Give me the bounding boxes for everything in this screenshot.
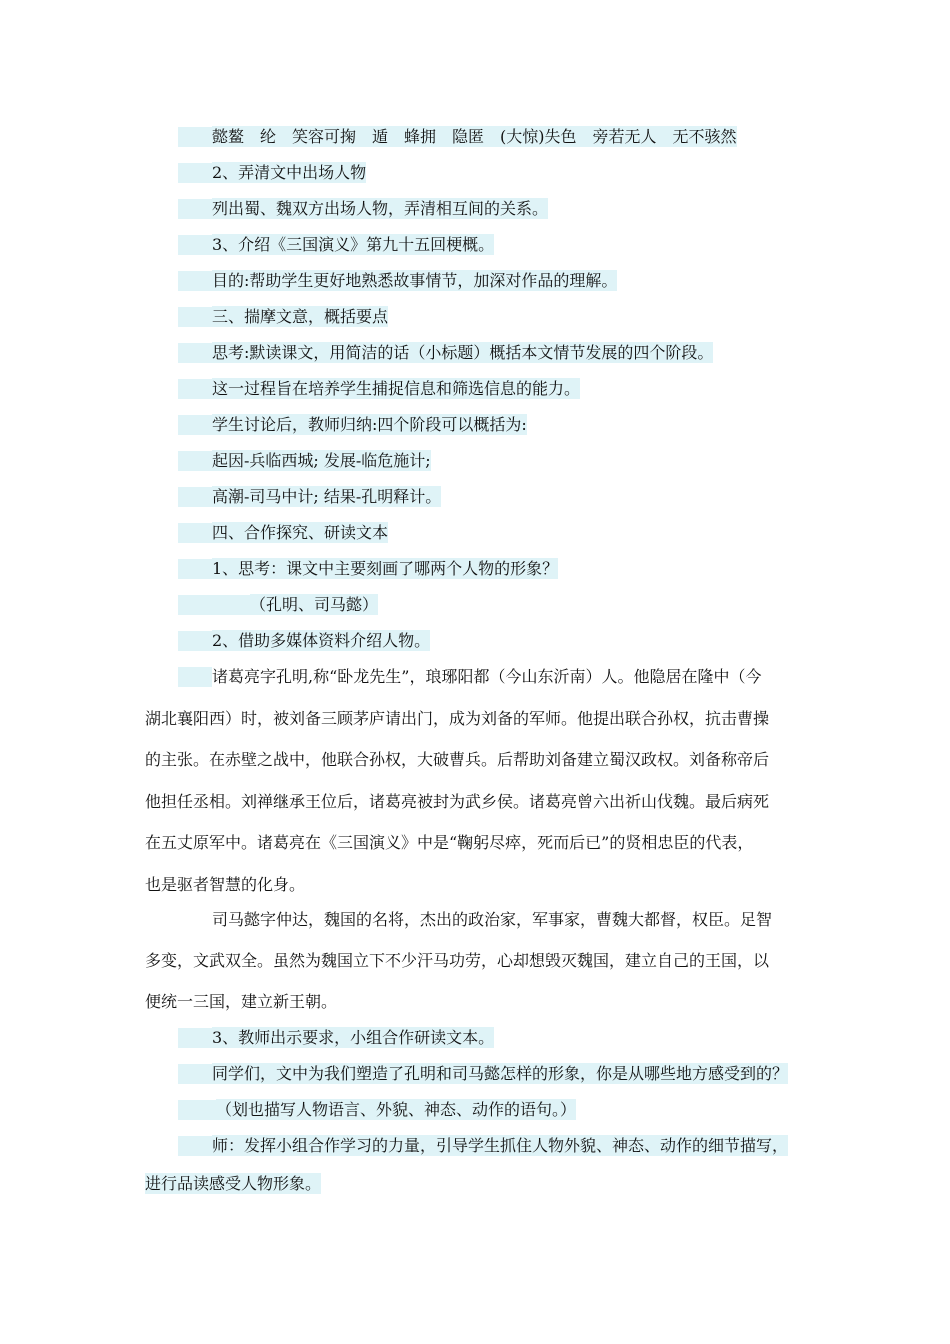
section-heading: 四、合作探究、研读文本 (178, 523, 388, 543)
zhuge-paragraph-line: 也是驱者智慧的化身。 (145, 875, 306, 894)
sima-paragraph-line: 便统一三国，建立新王朝。 (145, 992, 338, 1011)
answer-line: （孔明、司马懿） (178, 595, 378, 615)
zhuge-paragraph-line: 诸葛亮字孔明,称“卧龙先生”，琅琊阳都（今山东沂南）人。他隐居在隆中（今 (178, 667, 761, 687)
body-line: 这一过程旨在培养学生捕捉信息和筛选信息的能力。 (178, 379, 580, 399)
sima-paragraph-line: 多变，文武双全。虽然为魏国立下不少汗马功劳，心却想毁灭魏国，建立自己的王国，以 (145, 951, 770, 970)
body-line: 学生讨论后，教师归纳:四个阶段可以概括为: (178, 415, 527, 435)
body-line: 高潮-司马中计; 结果-孔明释计。 (178, 487, 441, 507)
body-line: 思考:默读课文，用简洁的话（小标题）概括本文情节发展的四个阶段。 (178, 343, 713, 363)
zhuge-paragraph-line: 湖北襄阳西）时，被刘备三顾茅庐请出门，成为刘备的军师。他提出联合孙权，抗击曹操 (145, 709, 770, 728)
vocab-line: 懿鳌 纶 笑容可掬 遁 蜂拥 隐匿 (大惊)失色 旁若无人 无不骇然 (178, 127, 737, 147)
step-heading: 3、介绍《三国演义》第九十五回梗概。 (178, 235, 494, 255)
body-line: 同学们，文中为我们塑造了孔明和司马懿怎样的形象，你是从哪些地方感受到的？ (178, 1064, 788, 1084)
body-line: 起因-兵临西城; 发展-临危施计; (178, 451, 431, 471)
zhuge-paragraph-line: 的主张。在赤壁之战中，他联合孙权，大破曹兵。后帮助刘备建立蜀汉政权。刘备称帝后 (145, 750, 770, 769)
instruction-line: （划也描写人物语言、外貌、神态、动作的语句。） (178, 1100, 576, 1120)
teacher-line-cont: 进行品读感受人物形象。 (145, 1174, 322, 1193)
teacher-line: 师：发挥小组合作学习的力量，引导学生抓住人物外貌、神态、动作的细节描写， (178, 1136, 788, 1156)
step-heading: 3、教师出示要求，小组合作研读文本。 (178, 1028, 494, 1048)
step-heading: 1、思考：课文中主要刻画了哪两个人物的形象？ (178, 559, 558, 579)
zhuge-paragraph-line: 他担任丞相。刘禅继承王位后，诸葛亮被封为武乡侯。诸葛亮曾六出祈山伐魏。最后病死 (145, 792, 770, 811)
step-heading: 2、弄清文中出场人物 (178, 163, 366, 183)
section-heading: 三、揣摩文意，概括要点 (178, 307, 388, 327)
sima-paragraph-line: 司马懿字仲达，魏国的名将，杰出的政治家，军事家，曹魏大都督，权臣。足智 (212, 910, 773, 929)
body-line: 目的:帮助学生更好地熟悉故事情节，加深对作品的理解。 (178, 271, 617, 291)
step-heading: 2、借助多媒体资料介绍人物。 (178, 631, 430, 651)
zhuge-paragraph-line: 在五丈原军中。诸葛亮在《三国演义》中是“鞠躬尽瘁，死而后已”的贤相忠臣的代表， (145, 833, 754, 852)
body-line: 列出蜀、魏双方出场人物，弄清相互间的关系。 (178, 199, 548, 219)
